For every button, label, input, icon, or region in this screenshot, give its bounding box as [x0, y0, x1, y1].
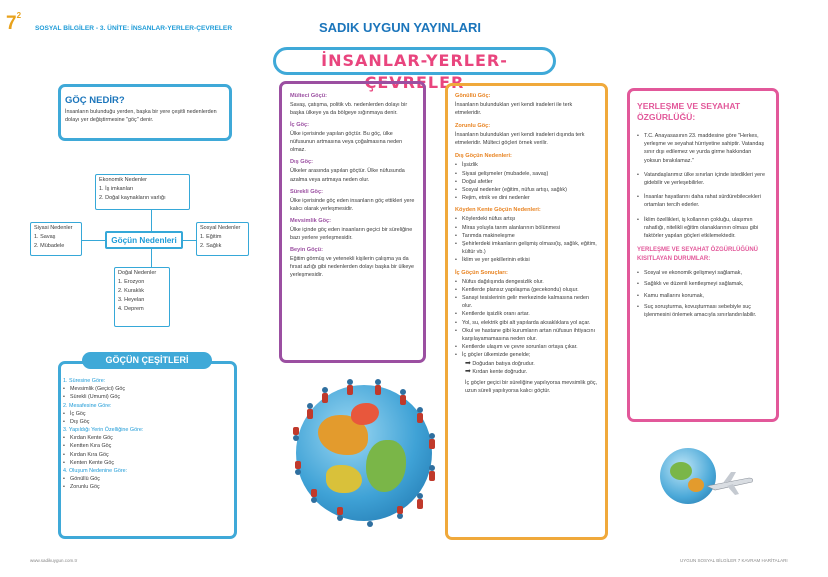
goc-nedir-box — [58, 84, 232, 141]
arrow-right-icon: ➡ — [465, 359, 471, 367]
header-subtitle: SOSYAL BİLGİLER - 3. ÜNİTE: İNSANLAR-YERLER-ÇEVRELER — [35, 25, 233, 32]
publisher-title: SADIK UYGUN YAYINLARI — [318, 20, 482, 35]
siyasi-nedenler-node: Siyasi Nedenler 1. Savaş 2. Mübadele — [30, 222, 82, 256]
col4-box: YERLEŞME VE SEYAHAT ÖZGÜRLÜĞÜ: • T.C. Anayasasının 23. maddesine göre "Herkes, yerleşme ve seyahat hürriyetine sahiptir. Vatandaş sınır dışı edilemez ve yurda girme hakkından yoksun bırakılamaz." • Vatandaşlarımız ülke sınırları içinde istedikleri yere gidebilir ve yerleşebilirler. • İnsanlar hayatlarını daha rahat sürdürebilecekleri ortamları tercih ederler. • İklim özellikleri, iş kollarının çokluğu, ulaşımın rahatlığı, nitelikli eğitim olanaklarının olması gibi faktörler yapılan göçleri etkilemektedir. YERLEŞME VE SEYAHAT ÖZGÜRLÜĞÜNÜ KISITLAYAN DURUMLAR: • Sosyal ve ekonomik gelişmeyi sağlamak, • Sağlıklı ve düzenli kentleşmeyi sağlamak, • Kamu mallarını korumak, • Suç soruşturma, kovuşturması sebebiyle suç işlenmesini önlemek amacıyla sınırlandırılabilir. — [627, 88, 779, 422]
cesitleri-title: GÖÇÜN ÇEŞİTLERİ — [82, 352, 212, 369]
airplane-icon — [705, 468, 755, 498]
ekonomik-nedenler-node: Ekonomik Nedenler 1. İş imkanları 2. Doğal kaynakların varlığı — [95, 174, 190, 210]
title-banner: İNSANLAR-YERLER-ÇEVRELER — [273, 47, 556, 75]
arrow-item-1: ➡ Doğudan batıya doğrudur. — [465, 359, 535, 367]
cesitleri-list: 1. Süresine Göre: • Mevsimlik (Geçici) Göç • Sürekli (Umumi) Göç 2. Mesafesine Göre: • İç Göç • Dış Göç 3. Yapıldığı Yerin Özelliğine Göre: • Kırdan Kente Göç • Kentten Kıra Göç • Kırdan Kıra Göç • Kenten Kente Göç 4. Oluşum Nedenine Göre: • Gönüllü Göç • Zorunlu Göç — [63, 377, 233, 491]
goc-nedir-text: İnsanların bulunduğu yerden, başka bir yere çeşitli nedenlerden dolayı yer değiştirmesine "göç" denir. — [65, 109, 217, 124]
goc-nedir-title: GÖÇ NEDİR? — [65, 95, 125, 106]
sosyal-nedenler-node: Sosyal Nedenler 1. Eğitim 2. Sağlık — [196, 222, 249, 256]
footer-series: UYGUN SOSYAL BİLGİLER 7 KAVRAM HARİTALARI — [680, 558, 788, 563]
arrow-item-2: ➡ Kırdan kente doğrudur. — [465, 367, 528, 375]
people-ring-illustration — [290, 376, 440, 528]
unit-number: $7^2$ — [6, 11, 22, 34]
arrow-right-icon: ➡ — [465, 367, 471, 375]
dogal-nedenler-node: Doğal Nedenler 1. Erozyon 2. Kuraklık 3. Heyelan 4. Deprem — [114, 267, 170, 327]
col3-box: Gönüllü Göç: İnsanların bulundukları yeri kendi iradeleri ile terk etmeleridir. Zorunlu Göç: İnsanların bulundukları yeri kendi iradeleri dışında terk etmeleridir. Mülteci göçleri örnek verilir. Dış Göçün Nedenleri: • İşsizlik • Siyasi gelişmeler (mubadele, savaş) • Doğal afetler • Sosyal nedenler (eğitim, nüfus artışı, sağlık) • Rejim, etnik ve dini nedenler Köyden Kente Göçün Nedenleri: • Köylerdeki nüfus artışı • Miras yoluyla tarım alanlarının bölünmesi • Tarımda makineleşme • Şehirlerdeki imkanların gelişmiş olması(iş, sağlık, eğitim, kültür vb.) • İklim ve yer şekillerinin etkisi İç Göçün Sonuçları: • Nüfus dağılışında dengesizlik olur. • Kentlerde plansız yapılaşma (gecekondu) oluşur. • Sanayi tesislerinin gelir merkezinde kalmasına neden olur. • Kentlerde işsizlik oranı artar. • Yol, su, elektrik gibi alt yapılarda aksaklıklara yol açar. • Okul ve hastane gibi kurumların artan nüfusun ihtiyacını karşılayamamasına neden olur. • Kentlerde ulaşım ve çevre sorunları ortaya çıkar. • İç göçler ülkemizde genelde; ➡ Doğudan batıya doğrudur. ➡ Kırdan kente doğrudur. İç göçler geçici bir süreliğine yapılıyorsa mevsimlik göç, uzun süreli yapılıyorsa kalıcı göçtür. — [445, 83, 608, 540]
goc-nedenleri-center: Göçün Nedenleri — [105, 231, 183, 249]
col2-box: Mülteci Göçü: Savaş, çatışma, politik vb. nedenlerden dolayı bir başka ülkeye ya da bölgeye sığınmaya denir. İç Göç: Ülke içerisinde yapılan göçtür. Bu göç, ülke nüfusunun artmasına veya çoğalmasına neden olmaz. Dış Göç: Ülkeler arasında yapılan göçtür. Ülke nüfusunda azalma veya artmaya neden olur. Sürekli Göç: Ülke içerisinde göç eden insanların göç ettikleri yere kalıcı olarak yerleşmesidir. Mevsimlik Göç: Ülke içinde göç eden insanların geçici bir süreliğine bazı yerlere yerleşmesidir. Beyin Göçü: Eğitim görmüş ve yetenekli kişilerin çalışma ya da fırsat azlığı gibi nedenlerden dolayı başka bir ülkeye yerleşmesidir. — [279, 81, 426, 363]
footer-website: www.sadikuygun.com.tr — [30, 558, 78, 563]
